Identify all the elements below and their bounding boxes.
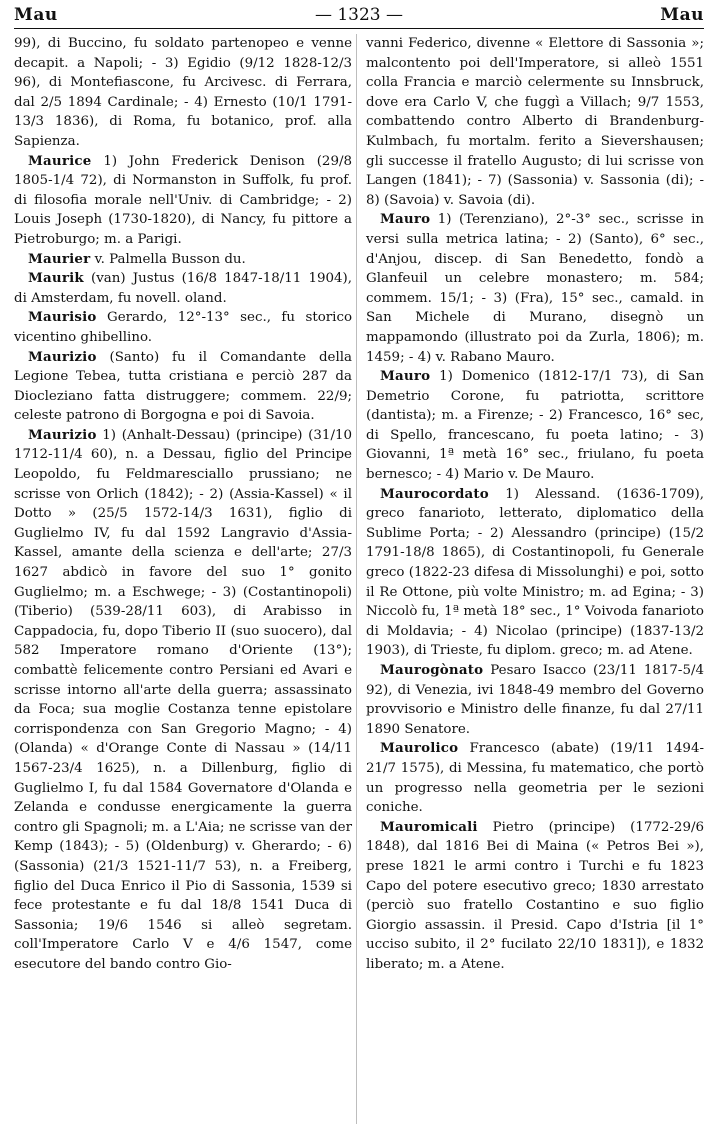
entry-head: Maurizio: [28, 348, 97, 365]
entry: [14, 348, 352, 426]
column-divider: [356, 34, 357, 1124]
entry-text: 1) John Frederick Denison (29/8 1805-1/4 72), di Normanston in Suffolk, fu prof. di filosofia morale nell'Univ. di Cambridge; - 2) Louis Joseph (1730-1820), di Nancy, fu pittore a Pietroburgo; m. a Parigi.: [14, 153, 352, 247]
entry-text: 99), di Buccino, fu soldato partenopeo e venne decapit. a Napoli; - 3) Egidio (9/12 1828-12/3 96), di Montefiascone, fu Arcivesc. di Ferrara, dal 2/5 1894 Cardinale; - 4) Ernesto (10/1 1791-13/3 1836), di Roma, fu botanico, prof. alla Sapienza.: [14, 36, 352, 149]
entry-head: Maurier: [28, 250, 91, 267]
entry-head: Maurice: [28, 152, 92, 169]
entry-text: (van) Justus (16/8 1847-18/11 1904), di Amsterdam, fu novell. oland.: [14, 271, 352, 306]
entry-head: Maurogònato: [380, 662, 484, 678]
entry: [366, 661, 704, 739]
page-header: [14, 2, 704, 29]
entry: [14, 308, 352, 347]
entry: [14, 250, 352, 270]
entry-head: Maurocordato: [380, 485, 489, 502]
entry: [366, 34, 704, 210]
entry: [14, 426, 352, 975]
left-column: [14, 34, 352, 975]
entry-head: Mauro: [380, 211, 431, 228]
entry-text: Pietro (principe) (1772-29/6 1848), dal 1816 Bei di Maina (« Petros Bei »), prese 1821 le armi contro i Turchi e fu 1823 Capo del potere esecutivo greco; 1830 arrestato (perciò suo fratello Costantino e suo figlio Giorgio assassin. il Presid. Capo d'Istria [il 1° ucciso subito, il 2° fucilato 22/10 1831]), e 1832 liberato; m. a Atene.: [366, 819, 704, 972]
entry-head: Maurolico: [380, 740, 459, 757]
entry-head: Maurik: [28, 270, 84, 287]
entry-text: (Santo) fu il Comandante della Legione Tebea, tutta cristiana e perciò 287 da Diocleziano fatta distruggere; commem. 22/9; celeste patrono di Borgogna e poi di Savoia.: [14, 349, 352, 424]
entry-head: Maurisio: [28, 309, 97, 326]
entry-text: 1) Alessand. (1636-1709), greco fanarioto, letterato, diplomatico della Sublime Porta; - 2) Alessandro (principe) (15/2 1791-18/8 1865), di Costantinopoli, fu Generale greco (1822-23 difesa di Missolunghi) e poi, sotto il Re Ottone, più volte Ministro; m. ad Egina; - 3) Niccolò fu, 1ª metà 18° sec., 1° Voivoda fanarioto di Moldavia; - 4) Nicolao (principe) (1837-13/2 1903), di Trieste, fu diplom. greco; m. ad Atene.: [366, 486, 704, 659]
entry-text: vanni Federico, divenne « Elettore di Sassonia »; malcontento poi dell'Imperatore, si alleò 1551 colla Francia e marciò celermente su Innsbruck, dove era Carlo V, che fuggì a Villach; 9/7 1553, combattendo contro Alberto di Brandenburg-Kulmbach, fu mortalm. ferito a Sievershausen; gli successe il fratello Augusto; di lui scrisse von Langen (1841); - 7) (Sassonia) v. Sassonia (di); - 8) (Savoia) v. Savoia (di).: [366, 36, 704, 208]
page-number: — 1323 —: [314, 5, 404, 25]
entry: [366, 818, 704, 975]
header-left-word: Mau: [14, 5, 58, 25]
entry-head: Maurizio: [28, 426, 97, 443]
entry: [14, 152, 352, 250]
entry-text: v. Palmella Busson du.: [94, 251, 246, 267]
entry-text: 1) (Anhalt-Dessau) (principe) (31/10 1712-11/4 60), n. a Dessau, figlio del Principe Leopoldo, fu Feldmaresciallo prussiano; ne scrisse von Orlich (1842); - 2) (Assia-Kassel) « il Dotto » (25/5 1572-14/3 1631), figlio di Guglielmo IV, fu dal 1592 Langravio d'Assia-Kassel, amante della scienza e dell'arte; 27/3 1627 abdicò in favore del suo 1° gonito Guglielmo; m. a Eschwege; - 3) (Costantinopoli) (Tiberio) (539-28/11 603), di Arabisso in Cappadocia, fu, dopo Tiberio II (suo suocero), dal 582 Imperatore romano d'Oriente (13°); combattè felicemente contro Persiani ed Avari e scrisse intorno all'arte della guerra; assassinato da Foca; sua moglie Costanza tenne epistolare corrispondenza con San Gregorio Magno; - 4) (Olanda) « d'Orange Conte di Nassau » (14/11 1567-23/4 1625), n. a Dillenburg, figlio di Guglielmo I, fu dal 1584 Governatore d'Olanda e Zelanda e condusse energicamente la guerra contro gli Spagnoli; m. a L'Aia; ne scrisse van der Kemp (1843); - 5) (Oldenburg) v. Gherardo; - 6) (Sassonia) (21/3 1521-11/7 53), n. a Freiberg, figlio del Duca Enrico il Pio di Sassonia, 1539 si fece protestante e fu dal 18/8 1541 Duca di Sassonia; 19/6 1546 si alleò segretam. coll'Imperatore Carlo V e 4/6 1547, come esecutore del bando contro Gio-: [14, 427, 352, 972]
entry: [14, 269, 352, 308]
entry: [366, 739, 704, 817]
entry-text: Pesaro Isacco (23/11 1817-5/4 92), di Venezia, ivi 1848-49 membro del Governo provvisorio e Ministro delle finanze, fu dal 27/11 1890 Senatore.: [366, 663, 704, 737]
entry: [366, 367, 704, 485]
entry: [14, 34, 352, 152]
entry-head: Mauro: [380, 368, 431, 385]
entry-text: Gerardo, 12°-13° sec., fu storico vicentino ghibellino.: [14, 310, 353, 345]
entry-text: 1) (Terenziano), 2°-3° sec., scrisse in versi sulla metrica latina; - 2) (Santo), 6° sec., d'Anjou, discep. di San Benedetto, fondò a Glanfeuil un celebre monastero; m. 584; commem. 15/1; - 3) (Fra), 15° sec., camald. in San Michele di Murano, disegnò un mappamondo (illustrato poi da Zurla, 1806); m. 1459; - 4) v. Rabano Mauro.: [366, 212, 704, 365]
right-column: [366, 34, 704, 975]
entry-text: 1) Domenico (1812-17/1 73), di San Demetrio Corone, fu patriotta, scrittore (dantista); m. a Firenze; - 2) Francesco, 16° sec, di Spello, francescano, fu poeta latino; - 3) Giovanni, 1ª metà 16° sec., friulano, fu poeta bernesco; - 4) Mario v. De Mauro.: [366, 369, 705, 483]
entry: [366, 210, 704, 367]
entry-text: Francesco (abate) (19/11 1494-21/7 1575), di Messina, fu matematico, che portò un progresso nella geometria per le sezioni coniche.: [366, 741, 704, 816]
header-right-word: Mau: [660, 5, 704, 25]
entry: [366, 485, 704, 661]
entry-head: Mauromicali: [380, 818, 478, 835]
